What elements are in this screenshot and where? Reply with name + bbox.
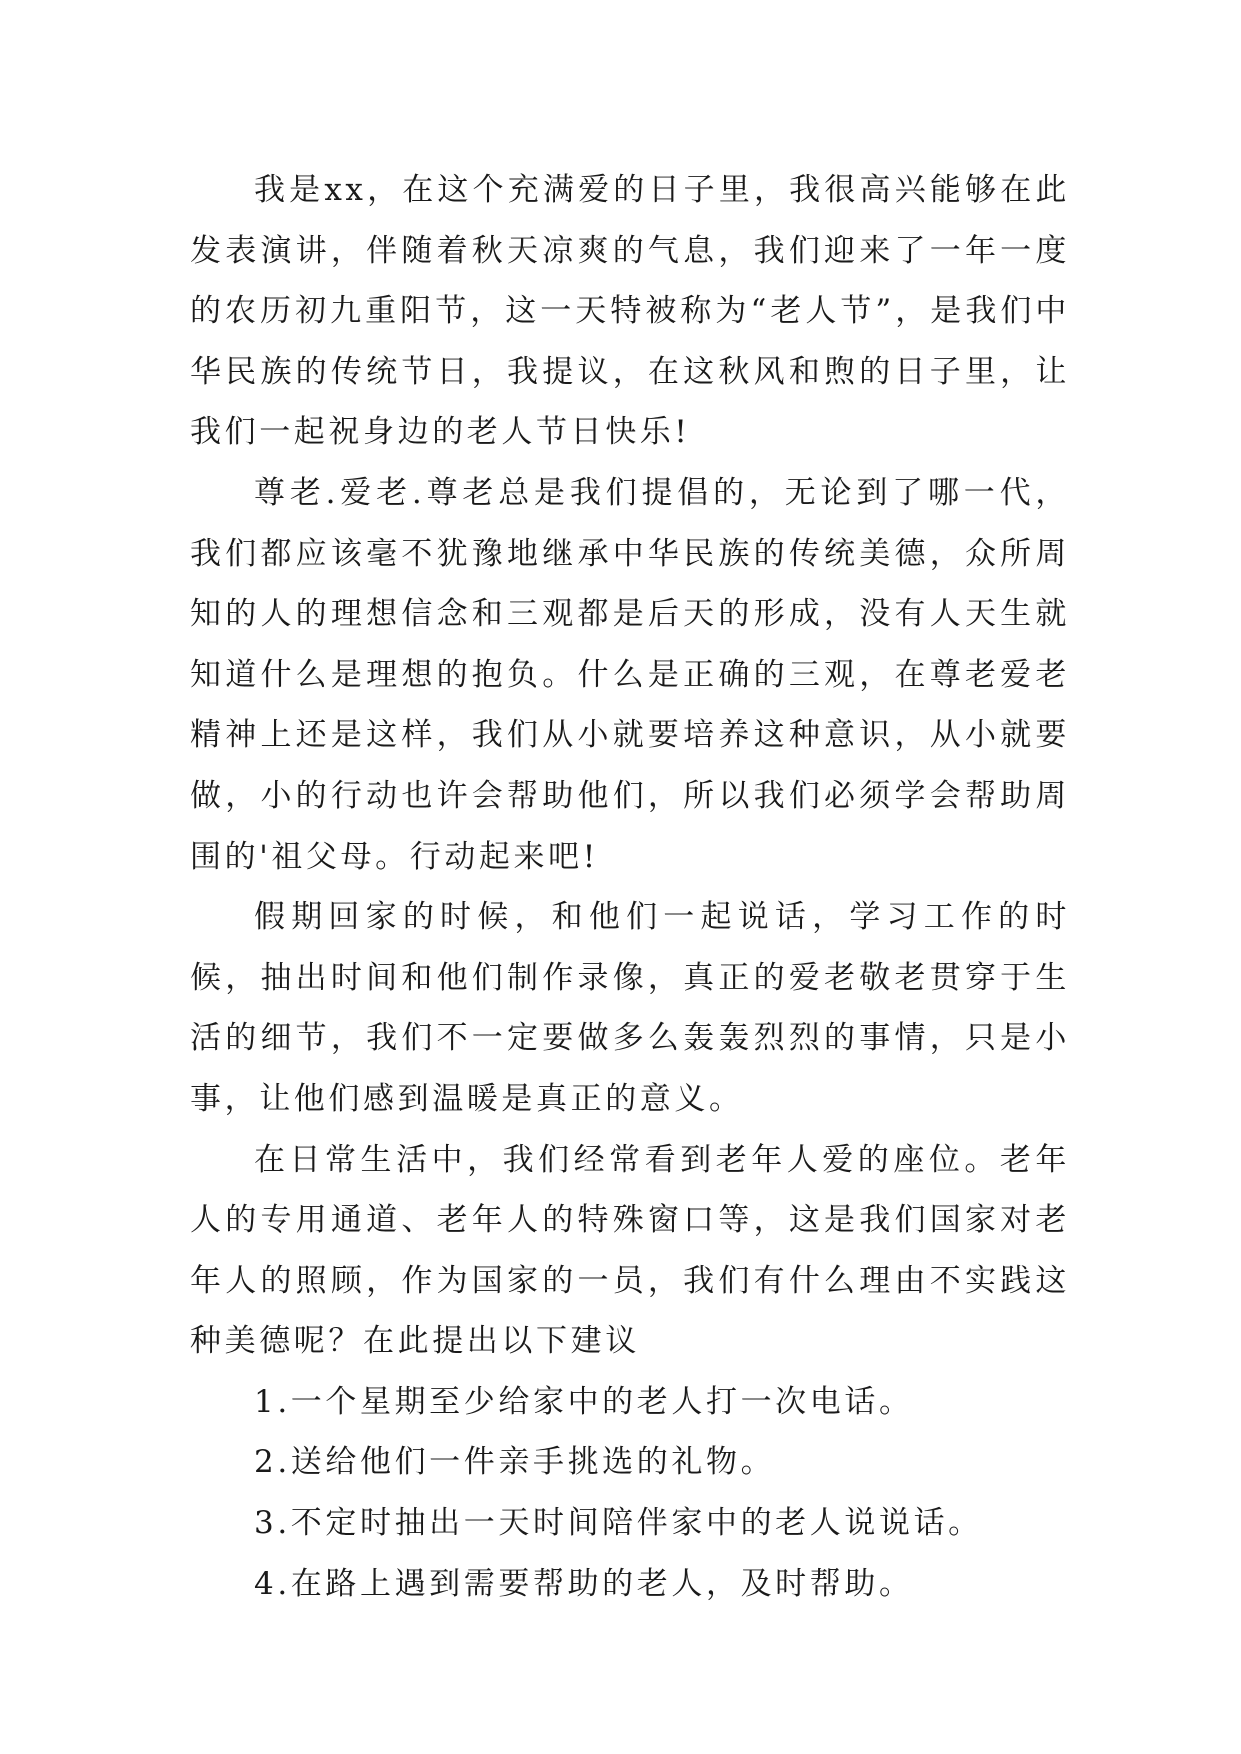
paragraph-intro: 我是xx，在这个充满爱的日子里，我很高兴能够在此发表演讲，伴随着秋天凉爽的气息，我们迎来了一年一度的农历初九重阳节，这一天特被称为“老人节”，是我们中华民族的传统节日，我提议，在这秋风和煦的日子里，让我们一起祝身边的老人节日快乐! [190,172,1070,451]
suggestion-item: 3.不定时抽出一天时间陪伴家中的老人说说话。 [254,1505,983,1542]
paragraph-holiday-visit: 假期回家的时候，和他们一起说话，学习工作的时候，抽出时间和他们制作录像，真正的爱老敬老贯穿于生活的细节，我们不一定要做多么轰轰烈烈的事情，只是小事，让他们感到温暖是真正的意义。 [190,899,1070,1117]
suggestion-item: 2.送给他们一件亲手挑选的礼物。 [254,1444,776,1481]
suggestion-item: 1.一个星期至少给家中的老人打一次电话。 [254,1383,914,1420]
suggestion-item: 4.在路上遇到需要帮助的老人，及时帮助。 [254,1565,914,1602]
paragraph-daily-life: 在日常生活中，我们经常看到老年人爱的座位。老年人的专用通道、老年人的特殊窗口等，这是我们国家对老年人的照顾，作为国家的一员，我们有什么理由不实践这种美德呢？在此提出以下建议 [190,1141,1070,1360]
document-body [190,160,1070,1614]
paragraph-respect-elders: 尊老.爱老.尊老总是我们提倡的，无论到了哪一代，我们都应该毫不犹豫地继承中华民族的传统美德，众所周知的人的理想信念和三观都是后天的形成，没有人天生就知道什么是理想的抱负。什么是正确的三观，在尊老爱老精神上还是这样，我们从小就要培养这种意识，从小就要做，小的行动也许会帮助他们，所以我们必须学会帮助周围的'祖父母。行动起来吧! [190,474,1070,875]
